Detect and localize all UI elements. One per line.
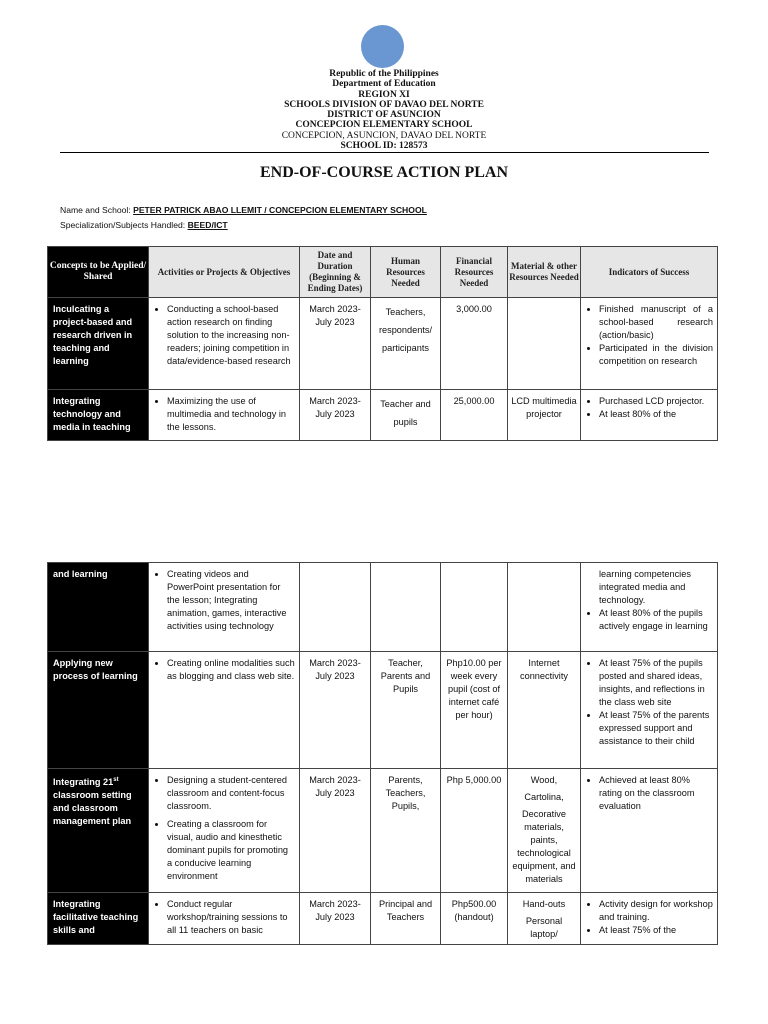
table-row	[48, 652, 718, 769]
human-cell	[371, 390, 441, 441]
indicator-item: • Participated in the division competition on research	[599, 342, 713, 368]
indicator-item: • Achieved at least 80% rating on the classroom evaluation	[599, 774, 713, 813]
concept-cell: Integrating facilitative teaching skills and	[48, 893, 149, 945]
indicators-cell	[581, 769, 718, 893]
date-cell: March 2023- July 2023	[300, 893, 371, 945]
activities-cell	[149, 652, 300, 769]
date-cell	[300, 563, 371, 652]
concept-cell: Inculcating a project-based and research driven in teaching and learning	[48, 298, 149, 390]
action-plan-table-page1	[47, 246, 718, 441]
date-cell: March 2023- July 2023	[300, 390, 371, 441]
human-cell	[371, 298, 441, 390]
indicator-item: • At least 75% of the	[599, 924, 713, 937]
indicator-item: • Activity design for workshop and training.	[599, 898, 713, 924]
concept-text-rest: classroom setting and classroom management plan	[53, 790, 132, 827]
financial-cell: 25,000.00	[441, 390, 508, 441]
header-line-department: Department of Education	[332, 79, 436, 90]
col-header-indicators: Indicators of Success	[581, 247, 718, 298]
material-cell	[508, 769, 581, 893]
activity-item: • Conduct regular workshop/training sessions to all 11 teachers on basic	[167, 898, 295, 937]
indicators-cell	[581, 652, 718, 769]
table-row	[48, 298, 718, 390]
indicator-continued: learning competencies integrated media and technology.	[599, 569, 691, 605]
material-cell	[508, 893, 581, 945]
concept-cell: Integrating technology and media in teaching	[48, 390, 149, 441]
activity-item: • Conducting a school-based action research on finding solution to the increasing non-readers; joining competition in data/evidence-based research	[167, 303, 295, 368]
material-cell	[508, 652, 581, 769]
indicators-cell	[581, 563, 718, 652]
material-item: LCD multimedia projector	[511, 396, 577, 419]
human-cell	[371, 769, 441, 893]
name-label: Name and School:	[60, 205, 134, 215]
table-row	[48, 769, 718, 893]
material-cell	[508, 298, 581, 390]
date-cell: March 2023- July 2023	[300, 298, 371, 390]
indicator-item: • At least 80% of the	[599, 408, 713, 421]
activity-item: • Creating a classroom for visual, audio and kinesthetic dominant pupils for promoting a conducive learning environment	[167, 818, 295, 883]
material-item: Personal laptop/	[525, 916, 563, 939]
financial-cell: Php500.00 (handout)	[441, 893, 508, 945]
concept-cell: Applying new process of learning	[48, 652, 149, 769]
human-cell	[371, 652, 441, 769]
name-and-school	[60, 205, 427, 215]
material-item: Internet connectivity	[519, 658, 568, 681]
concept-cell	[48, 769, 149, 893]
table-header-row	[48, 247, 718, 298]
activities-cell	[149, 893, 300, 945]
indicators-cell	[581, 390, 718, 441]
col-header-activities: Activities or Projects & Objectives	[149, 247, 300, 298]
action-plan-table-page2	[47, 562, 718, 945]
material-cell	[508, 390, 581, 441]
indicator-item: • Finished manuscript of a school-based research (action/basic)	[599, 303, 713, 342]
indicators-cell	[581, 893, 718, 945]
financial-cell: 3,000.00	[441, 298, 508, 390]
document-title: END-OF-COURSE ACTION PLAN	[259, 164, 508, 181]
header-line-school-id: SCHOOL ID: 128573	[340, 141, 428, 152]
header-line-district: DISTRICT OF ASUNCION	[327, 110, 441, 121]
material-item: Hand-outs	[522, 899, 566, 909]
material-item: Wood,	[530, 775, 558, 785]
table-row	[48, 893, 718, 945]
table-row	[48, 563, 718, 652]
financial-cell	[441, 563, 508, 652]
activity-item: • Creating videos and PowerPoint presentation for the lesson; Integrating animation, games, interactive activities using technology	[167, 568, 295, 633]
header-line-address: CONCEPCION, ASUNCION, DAVAO DEL NORTE	[281, 130, 487, 141]
name-value: PETER PATRICK ABAO LLEMIT / CONCEPCION ELEMENTARY SCHOOL	[133, 205, 427, 215]
material-item: Cartolina,	[524, 792, 564, 802]
indicator-item: • At least 75% of the pupils posted and shared ideas, insights, and reflections in the class web site	[599, 657, 713, 709]
indicator-item: • At least 80% of the pupils actively engage in learning	[599, 607, 713, 633]
specialization-value: BEED/ICT	[187, 220, 228, 230]
header-line-region: REGION XI	[358, 89, 410, 100]
indicator-item: • Purchased LCD projector.	[599, 395, 713, 408]
header-line-republic: Republic of the Philippines	[329, 69, 439, 79]
col-header-concepts: Concepts to be Applied/ Shared	[48, 247, 149, 298]
specialization-label: Specialization/Subjects Handled:	[60, 220, 188, 230]
human-item: Teachers, respondents/ participants	[378, 307, 433, 353]
col-header-date: Date and Duration (Beginning & Ending Dates)	[300, 247, 371, 298]
activity-item: • Maximizing the use of multimedia and technology in the lessons.	[167, 395, 295, 434]
activity-item: • Creating online modalities such as blogging and class web site.	[167, 657, 295, 683]
human-item: Teacher, Parents and Pupils	[380, 658, 431, 694]
activities-cell	[149, 563, 300, 652]
human-cell	[371, 563, 441, 652]
activity-item: • Designing a student-centered classroom and content-focus classroom.	[167, 774, 295, 813]
header-line-division: SCHOOLS DIVISION OF DAVAO DEL NORTE	[284, 99, 484, 110]
activities-cell	[149, 298, 300, 390]
concept-superscript: st	[113, 777, 119, 783]
indicator-item: • At least 75% of the parents expressed support and assistance to their child	[599, 709, 713, 748]
activities-cell	[149, 390, 300, 441]
header-line-school: CONCEPCION ELEMENTARY SCHOOL	[295, 120, 473, 131]
financial-cell: Php10.00 per week every pupil (cost of internet café per hour)	[441, 652, 508, 769]
header-divider	[60, 152, 709, 153]
concept-cell: and learning	[48, 563, 149, 652]
human-item: Principal and Teachers	[378, 899, 433, 922]
indicators-cell	[581, 298, 718, 390]
human-cell	[371, 893, 441, 945]
human-item: Teacher and pupils	[380, 399, 431, 427]
date-cell: March 2023- July 2023	[300, 652, 371, 769]
material-cell	[508, 563, 581, 652]
col-header-human: Human Resources Needed	[371, 247, 441, 298]
concept-text: Integrating 21	[53, 777, 114, 788]
col-header-material: Material & other Resources Needed	[508, 247, 581, 298]
table-row	[48, 390, 718, 441]
school-seal	[361, 25, 404, 68]
financial-cell: Php 5,000.00	[441, 769, 508, 893]
col-header-financial: Financial Resources Needed	[441, 247, 508, 298]
specialization	[60, 220, 228, 230]
letterhead	[0, 69, 768, 151]
date-cell: March 2023- July 2023	[300, 769, 371, 893]
human-item: Parents, Teachers, Pupils,	[385, 775, 426, 811]
activities-cell	[149, 769, 300, 893]
material-item: Decorative materials, paints, technological equipment, and materials	[512, 809, 576, 884]
